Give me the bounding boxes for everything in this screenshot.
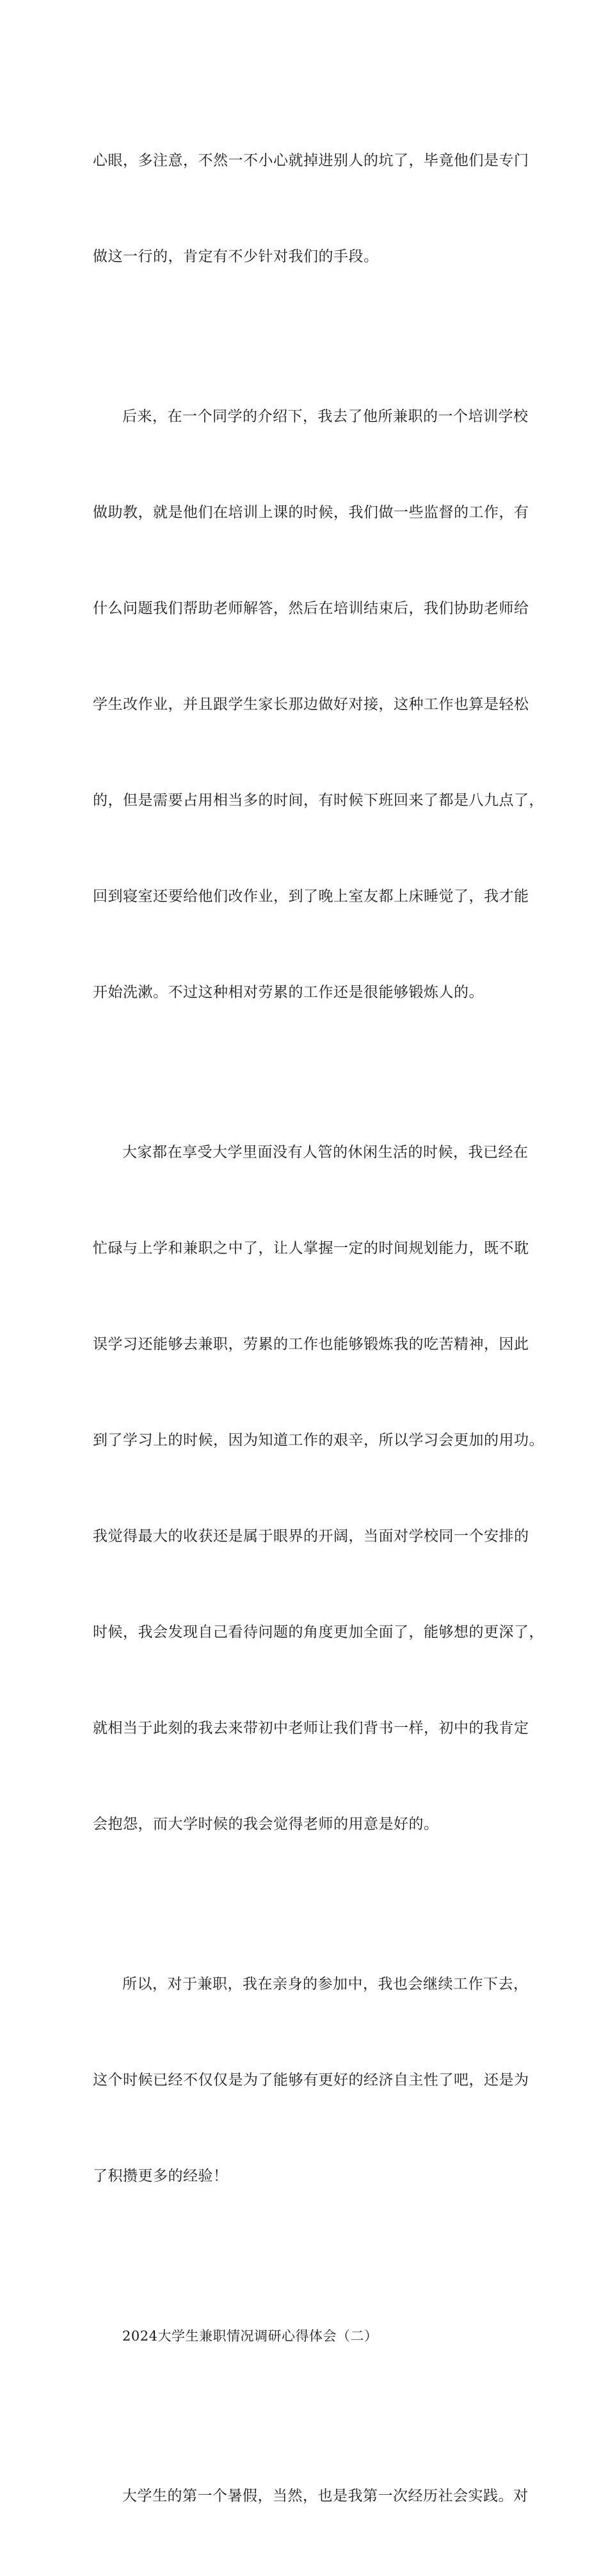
text-line: 什么问题我们帮助老师解答，然后在培训结束后，我们协助老师给	[93, 600, 529, 617]
text-line: 所以，对于兼职，我在亲身的参加中，我也会继续工作下去，	[122, 1976, 529, 1992]
text-line: 会抱怨，而大学时候的我会觉得老师的用意是好的。	[93, 1816, 439, 1833]
text-line: 这个时候已经不仅仅是为了能够有更好的经济自主性了吧，还是为	[93, 2072, 529, 2088]
text-line: 做助教，就是他们在培训上课的时候，我们做一些监督的工作，有	[93, 504, 529, 521]
paragraph-2	[93, 337, 544, 1072]
text-line: 就相当于此刻的我去来带初中老师让我们背书一样，初中的我肯定	[93, 1720, 529, 1737]
paragraph-3	[93, 1072, 544, 1904]
document-body	[93, 81, 544, 2576]
text-line: 了积攒更多的经验！	[93, 2168, 228, 2184]
text-line: 的，但是需要占用相当多的时间，有时候下班回来了都是八九点了，	[93, 792, 544, 809]
text-line: 开始洗漱。不过这种相对劳累的工作还是很能够锻炼人的。	[93, 984, 484, 1001]
text-line: 做这一行的，肯定有不少针对我们的手段。	[93, 248, 379, 265]
text-line: 后来，在一个同学的介绍下，我去了他所兼职的一个培训学校	[122, 408, 529, 425]
text-line: 到了学习上的时候，因为知道工作的艰辛，所以学习会更加的用功。	[93, 1432, 544, 1449]
text-line: 时候，我会发现自己看待问题的角度更加全面了，能够想的更深了，	[93, 1624, 544, 1641]
paragraph-4	[93, 1904, 528, 2256]
heading-text: 2024大学生兼职情况调研心得体会（二）	[122, 2328, 378, 2344]
text-line: 我觉得最大的收获还是属于眼界的开阔，当面对学校同一个安排的	[93, 1528, 529, 1545]
text-line: 大学生的第一个暑假，当然，也是我第一次经历社会实践。对	[122, 2488, 529, 2504]
text-line: 误学习还能够去兼职，劳累的工作也能够锻炼我的吃苦精神，因此	[93, 1336, 529, 1353]
text-line: 心眼，多注意，不然一不小心就掉进别人的坑了，毕竟他们是专门	[93, 152, 529, 169]
text-line: 回到寝室还要给他们改作业，到了晚上室友都上床睡觉了，我才能	[93, 888, 529, 905]
paragraph-1	[93, 81, 528, 337]
section-heading	[93, 2256, 528, 2416]
text-line: 大家都在享受大学里面没有人管的休闲生活的时候，我已经在	[122, 1144, 529, 1161]
text-line: 学生改作业，并且跟学生家长那边做好对接，这种工作也算是轻松	[93, 696, 529, 713]
paragraph-5	[93, 2416, 528, 2576]
text-line: 忙碌与上学和兼职之中了，让人掌握一定的时间规划能力，既不耽	[93, 1240, 529, 1257]
